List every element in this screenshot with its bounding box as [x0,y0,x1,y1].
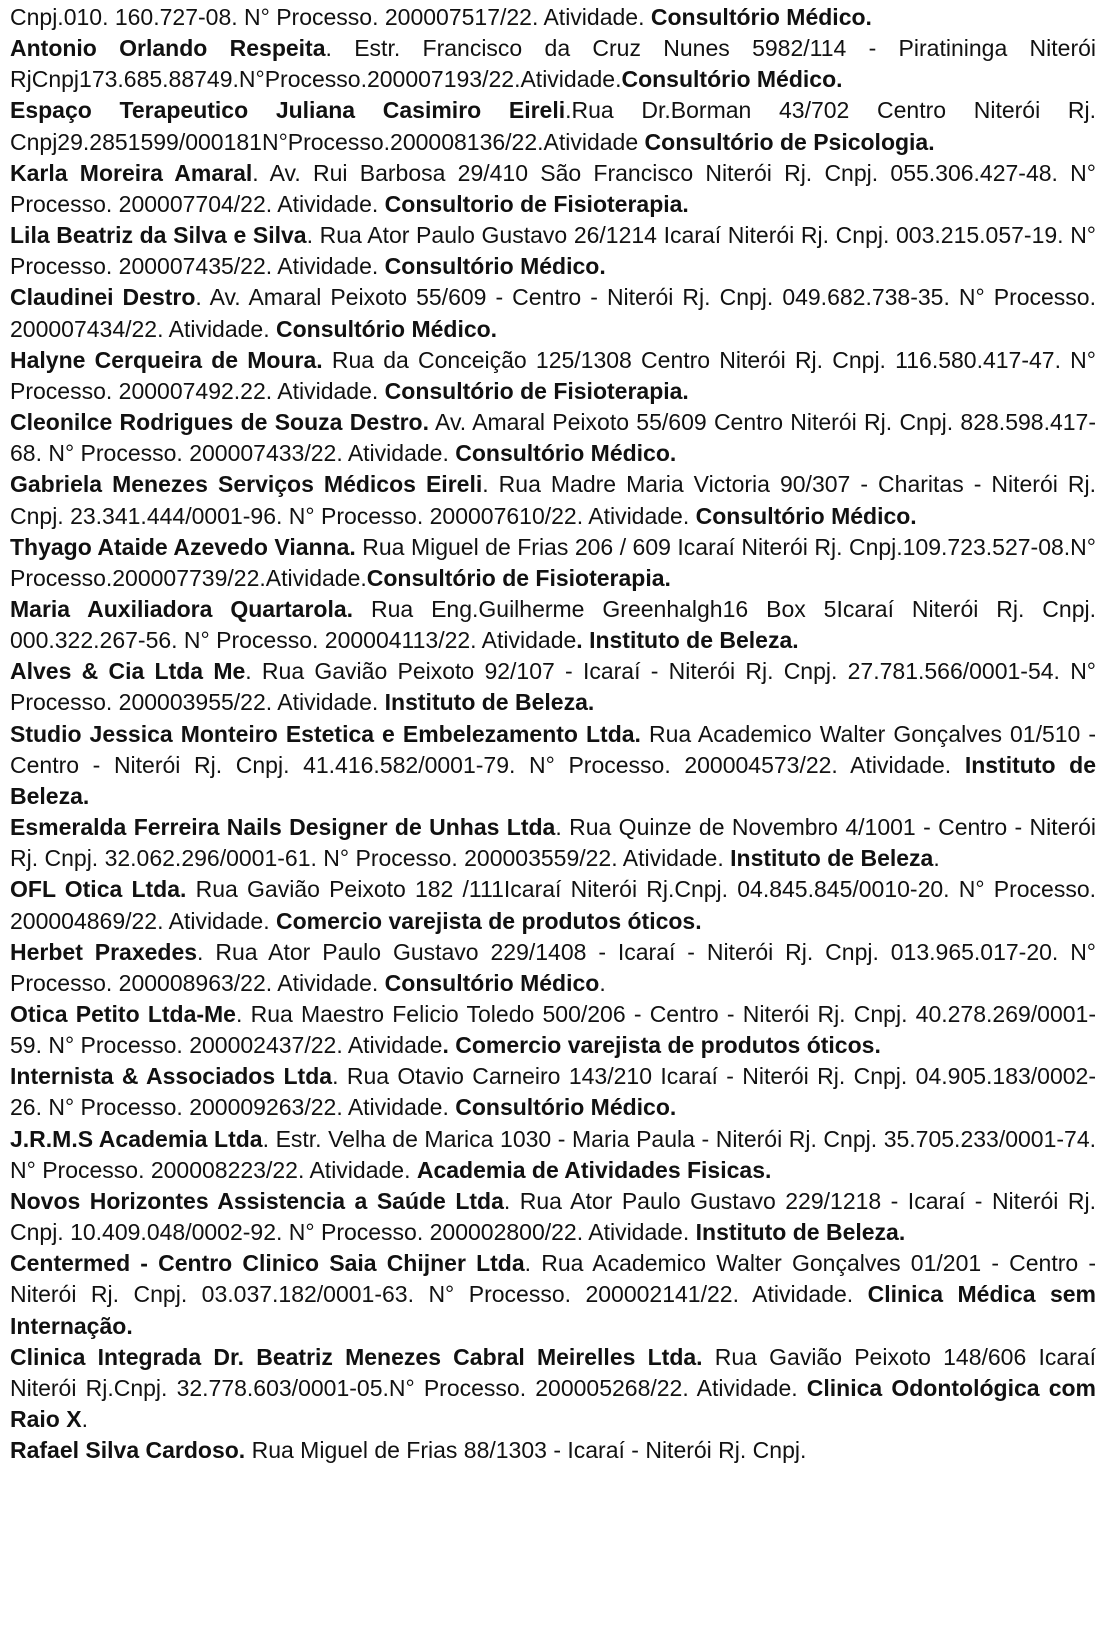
entry-company-name: Claudinei Destro [10,284,196,311]
entry-punctuation: . [599,969,606,996]
entry-details: Rua Academico Walter Gonçalves 01/201 - Centro - Niterói Rj. Cnpj. 03.037.182/0001-63. N° Processo. 200002141/22. Atividade. [10,1250,1096,1308]
registry-entry [10,33,1096,95]
entry-separator: . [524,1250,542,1277]
entry-separator: . [245,658,262,685]
entry-company-name: Lila Beatriz da Silva e Silva [10,222,307,249]
entry-details: Rua Ator Paulo Gustavo 229/1408 - Icaraí - Niterói Rj. Cnpj. 013.965.017-20. N° Processo. 200008963/22. Atividade. [10,938,1097,996]
entry-separator: . [482,471,499,498]
entry-activity: Instituto de Beleza. [10,751,1096,809]
entry-activity: Consultório Médico. [621,66,843,93]
entry-details: Rua Gavião Peixoto 182 /111Icaraí Niterói Rj.Cnpj. 04.845.845/0010-20. N° Processo. 200004869/22. Atividade. [10,876,1096,934]
entry-punctuation: . [81,1406,88,1433]
entry-activity: Consultório Médico. [276,315,498,342]
entry-separator: . [565,97,572,124]
entry-company-name: Novos Horizontes Assistencia a Saúde Ltda [10,1187,504,1214]
entry-details: Rua da Conceição 125/1308 Centro Niterói Rj. Cnpj. 116.580.417-47. N° Processo. 200007492.22. Atividade. [10,346,1096,404]
entry-details: Rua Gavião Peixoto 148/606 Icaraí Niterói Rj.Cnpj. 32.778.603/0001-05.N° Processo. 200005268/22. Atividade. [10,1343,1096,1401]
entry-details: Rua Academico Walter Gonçalves 01/510 - Centro - Niterói Rj. Cnpj. 41.416.582/0001-79. N° Processo. 200004573/22. Atividade. [10,720,1097,778]
registry-entry [10,1248,1096,1341]
entry-activity: Consultorio de Fisioterapia. [384,190,689,217]
entry-details: Rua Gavião Peixoto 92/107 - Icaraí - Niterói Rj. Cnpj. 27.781.566/0001-54. N° Processo. 200003955/22. Atividade. [10,658,1096,716]
entry-activity: Consultório de Fisioterapia. [384,377,689,404]
entry-company-name: Gabriela Menezes Serviços Médicos Eireli [10,471,483,498]
entry-details: Rua Eng.Guilherme Greenhalgh16 Box 5Icaraí Niterói Rj. Cnpj. 000.322.267-56. N° Processo. 200004113/22. Atividade [10,595,1096,654]
entry-details: Av. Rui Barbosa 29/410 São Francisco Niterói Rj. Cnpj. 055.306.427-48. N° Processo. 200007704/22. Atividade. [10,159,1096,217]
registry-entry [10,1061,1096,1123]
entry-separator: . [325,35,355,62]
registry-entry [10,469,1096,531]
registry-entry [10,1186,1096,1248]
entry-company-name: Cleonilce Rodrigues de Souza Destro. [10,409,429,436]
entry-activity: Consultório Médico. [455,440,677,467]
entry-company-name: Espaço Terapeutico Juliana Casimiro Eireli [10,97,566,124]
registry-entry [10,220,1096,282]
entry-activity: Consultório Médico. [384,253,606,280]
entry-separator: . [195,284,210,311]
registry-entry [10,345,1096,407]
entry-activity: Clinica Odontológica com Raio X [10,1374,1096,1433]
entry-separator: . [262,1125,276,1152]
registry-entry [10,874,1096,936]
entry-activity: Instituto de Beleza. [384,689,595,716]
registry-entry [10,937,1096,999]
entry-activity: Comercio varejista de produtos óticos. [276,907,702,934]
entry-company-name: Maria Auxiliadora Quartarola. [10,595,354,622]
registry-entry [10,812,1096,874]
entry-details: Av. Amaral Peixoto 55/609 Centro Niterói Rj. Cnpj. 828.598.417-68. N° Processo. 200007433/22. Atividade. [10,409,1096,467]
registry-entry [10,282,1096,344]
entry-activity: Instituto de Beleza [730,845,934,872]
entry-separator [641,721,649,747]
registry-entry [10,1342,1096,1435]
entry-separator: . [235,1001,251,1027]
entry-separator [703,1344,715,1370]
entry-details: Cnpj.010. 160.727-08. N° Processo. 200007517/22. Atividade. [10,4,651,30]
entry-details: Rua Madre Maria Victoria 90/307 - Charitas - Niterói Rj. Cnpj. 23.341.444/0001-96. N° Processo. 200007610/22. Atividade. [10,471,1097,529]
entry-company-name: Centermed - Centro Clinico Saia Chijner Ltda [10,1250,525,1277]
registry-entry [10,158,1096,220]
entry-separator: . [503,1187,520,1214]
entry-company-name: Halyne Cerqueira de Moura. [10,346,323,373]
registry-entry [10,1124,1096,1186]
entry-activity: Academia de Atividades Fisicas. [416,1156,772,1183]
entry-punctuation: . [933,845,940,872]
entry-company-name: Internista & Associados Ltda [10,1063,333,1090]
registry-entry [10,532,1096,594]
entry-details: Estr. Velha de Marica 1030 - Maria Paula - Niterói Rj. Cnpj. 35.705.233/0001-74. N° Processo. 200008223/22. Atividade. [10,1125,1097,1183]
entry-company-name: Otica Petito Ltda-Me [10,1001,236,1027]
registry-entry [10,2,1096,33]
entry-company-name: Alves & Cia Ltda Me [10,658,246,685]
entry-company-name: Karla Moreira Amaral [10,159,253,186]
entry-activity: . Instituto de Beleza. [576,627,799,654]
entry-details: Rua Quinze de Novembro 4/1001 - Centro - Niterói Rj. Cnpj. 32.062.296/0001-61. N° Processo. 200003559/22. Atividade. [10,814,1097,872]
entry-company-name: Herbet Praxedes [10,938,198,965]
entry-company-name: Studio Jessica Monteiro Estetica e Embelezamento Ltda. [10,720,641,747]
entry-activity: Consultório de Psicologia. [644,128,935,155]
entry-details: Rua Miguel de Frias 88/1303 - Icaraí - Niterói Rj. Cnpj. [251,1437,807,1464]
entry-details: Rua Miguel de Frias 206 / 609 Icaraí Niterói Rj. Cnpj.109.723.527-08.N° Processo.200007739/22.Atividade. [10,533,1096,591]
registry-entry [10,999,1096,1061]
registry-entry [10,1435,1096,1466]
registry-entry [10,656,1096,718]
registry-entry [10,719,1096,812]
registry-entries-list [10,2,1096,1466]
entry-company-name: Rafael Silva Cardoso. [10,1437,246,1464]
entry-separator [353,596,371,622]
entry-details: Rua Ator Paulo Gustavo 26/1214 Icaraí Niterói Rj. Cnpj. 003.215.057-19. N° Processo. 200007435/22. Atividade. [10,222,1097,280]
entry-activity: Consultório Médico [384,969,600,996]
entry-separator: . [555,814,570,841]
entry-details: Estr. Francisco da Cruz Nunes 5982/114 - Piratininga Niterói RjCnpj173.685.88749.N°Processo.200007193/22.Atividade. [10,35,1097,93]
entry-company-name: Esmeralda Ferreira Nails Designer de Unhas Ltda [10,814,556,841]
entry-company-name: Antonio Orlando Respeita [10,35,326,62]
entry-separator: . [306,222,320,249]
entry-details: Rua Ator Paulo Gustavo 229/1218 - Icaraí - Niterói Rj. Cnpj. 10.409.048/0002-92. N° Processo. 200002800/22. Atividade. [10,1187,1096,1246]
registry-entry [10,407,1096,469]
entry-activity: Consultório Médico. [695,502,917,529]
entry-activity: Consultório Médico. [650,4,872,30]
entry-separator: . [252,159,270,186]
entry-separator [186,876,195,902]
entry-details: Rua Dr.Borman 43/702 Centro Niterói Rj. Cnpj29.2851599/000181N°Processo.200008136/22.Atividade [10,97,1096,155]
entry-company-name: OFL Otica Ltda. [10,876,187,903]
entry-separator [323,347,332,373]
entry-activity: Consultório Médico. [455,1094,677,1121]
registry-entry [10,594,1096,656]
registry-entry [10,95,1096,157]
entry-activity: Clinica Médica sem Internação. [10,1281,1097,1339]
entry-separator: . [197,938,216,965]
entry-company-name: Clinica Integrada Dr. Beatriz Menezes Cabral Meirelles Ltda. [10,1343,703,1370]
entry-details: Rua Maestro Felicio Toledo 500/206 - Centro - Niterói Rj. Cnpj. 40.278.269/0001-59. N° Processo. 200002437/22. Atividade [10,1001,1096,1059]
entry-activity: . Comercio varejista de produtos óticos. [442,1032,881,1059]
entry-company-name: Thyago Ataide Azevedo Vianna. [10,533,356,560]
entry-activity: Instituto de Beleza. [695,1219,906,1246]
entry-separator: . [332,1063,347,1090]
entry-activity: Consultório de Fisioterapia. [366,564,671,591]
entry-company-name: J.R.M.S Academia Ltda [10,1125,263,1152]
entry-details: Av. Amaral Peixoto 55/609 - Centro - Niterói Rj. Cnpj. 049.682.738-35. N° Processo. 200007434/22. Atividade. [10,284,1096,342]
entry-details: Rua Otavio Carneiro 143/210 Icaraí - Niterói Rj. Cnpj. 04.905.183/0002-26. N° Processo. 200009263/22. Atividade. [10,1063,1097,1121]
